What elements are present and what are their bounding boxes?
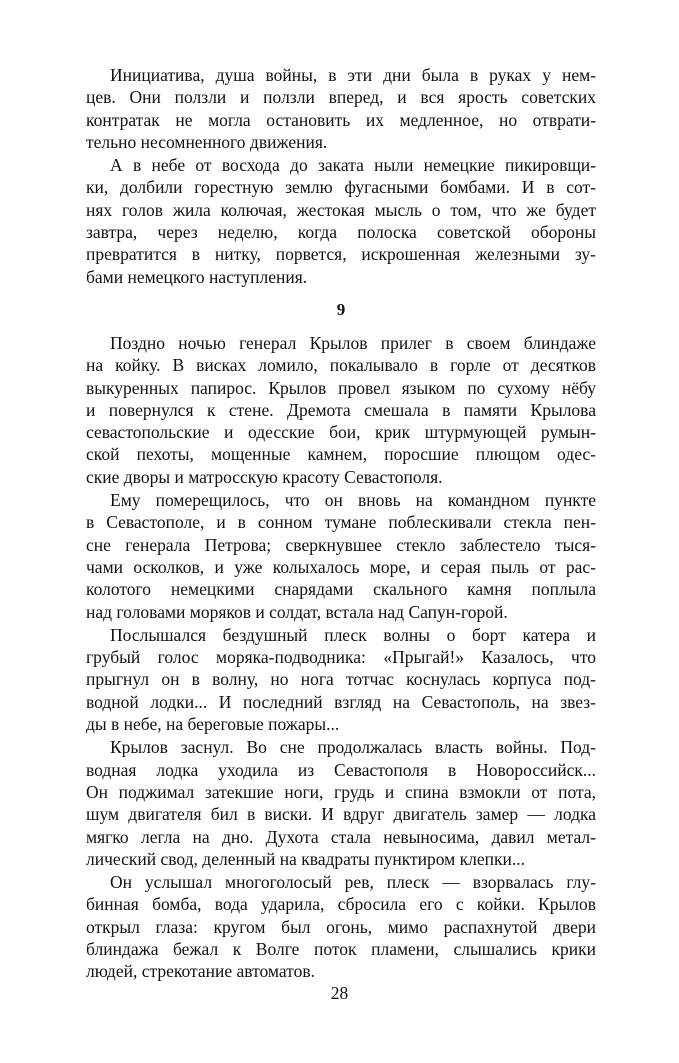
text-line: и повернулся к стене. Дремота смешала в памяти Крылова [86, 399, 596, 420]
text-line: нях голов жила колючая, жестокая мысль о том, что же будет [86, 199, 596, 220]
text-line: в Севастополе, и в сонном тумане поблескивали стекла пен- [86, 512, 596, 533]
page-text [86, 64, 596, 984]
text-line: завтра, через неделю, когда полоска советской обороны [86, 222, 596, 243]
text-line: ки, долбили горестную землю фугасными бомбами. И в сот- [86, 177, 596, 198]
paragraph [86, 332, 596, 488]
text-line: цев. Они ползли и ползли вперед, и вся ярость советских [86, 87, 596, 108]
text-line: Ему померещилось, что он вновь на командном пункте [110, 490, 596, 511]
text-line: чами осколков, и уже колыхалось море, и серая пыль от рас- [86, 556, 596, 577]
text-line: ды в небе, на береговые пожары... [86, 714, 340, 735]
paragraph [86, 489, 596, 623]
page-number: 28 [330, 983, 349, 1003]
text-line: грубый голос моряка-подводника: «Прыгай!» Казалось, что [86, 647, 596, 668]
text-line: открыл глаза: кругом был огонь, мимо распахнутой двери [86, 916, 596, 937]
text-line: Послышался бездушный плеск волны о борт катера и [110, 624, 596, 645]
chapter-heading: 9 [336, 299, 346, 319]
text-line: прыгнул он в волну, но нога тотчас коснулась корпуса под- [86, 669, 596, 690]
text-line: людей, стрекотание автоматов. [86, 961, 315, 982]
text-line: водная лодка уходила из Севастополя в Новороссийск... [86, 759, 596, 780]
text-block-before-chapter [86, 64, 596, 288]
paragraph [86, 871, 596, 982]
text-line: превратится в нитку, порвется, искрошенная железными зу- [86, 244, 596, 265]
paragraph [86, 154, 596, 288]
text-line: контратак не могла остановить их медленное, но отврати- [86, 109, 596, 130]
text-line: выкуренных папирос. Крылов провел языком по сухому нёбу [86, 377, 596, 398]
text-line: лический свод, деленный на квадраты пунктиром клепки... [86, 848, 525, 869]
text-line: мягко легла на дно. Духота стала невыносима, давил метал- [86, 826, 596, 847]
text-line: Он поджимал затекшие ноги, грудь и спина взмокли от пота, [86, 781, 596, 802]
text-line: водной лодки... И последний взгляд на Севастополь, на звез- [86, 691, 596, 712]
paragraph [86, 624, 596, 735]
text-line: севастопольские и одесские бои, крик штурмующей румын- [86, 422, 596, 443]
text-line: Поздно ночью генерал Крылов прилег в своем блиндаже [110, 332, 596, 353]
text-line: Инициатива, душа войны, в эти дни была в руках у нем- [110, 65, 596, 85]
paragraph [86, 736, 596, 870]
paragraph [86, 64, 596, 153]
text-line: сне генерала Петрова; сверкнувшее стекло заблестело тыся- [86, 534, 596, 555]
text-line: на койку. В висках ломило, покалывало в горле от десятков [86, 355, 596, 376]
text-line: бинная бомба, вода ударила, сбросила его с койки. Крылов [86, 894, 596, 915]
text-line: бами немецкого наступления. [86, 266, 308, 287]
text-line: А в небе от восхода до заката ныли немецкие пикировщи- [110, 155, 596, 176]
text-line: колотого немецкими снарядами скального камня поплыла [86, 579, 596, 600]
text-block-after-chapter [86, 332, 596, 983]
text-line: тельно несомненного движения. [86, 131, 328, 152]
text-line: над головами моряков и солдат, встала над Сапун-горой. [86, 601, 508, 622]
text-line: ской пехоты, мощенные камнем, поросшие плющом одес- [86, 444, 596, 465]
text-line: Крылов заснул. Во сне продолжалась власть войны. Под- [110, 737, 596, 758]
text-line: ские дворы и матросскую красоту Севастополя. [86, 466, 443, 487]
text-line: шум двигателя бил в виски. И вдруг двигатель замер — лодка [86, 804, 596, 825]
text-line: Он услышал многоголосый рев, плеск — взорвалась глу- [110, 872, 596, 893]
text-line: блиндажа бежал к Волге поток пламени, слышались крики [86, 938, 596, 959]
